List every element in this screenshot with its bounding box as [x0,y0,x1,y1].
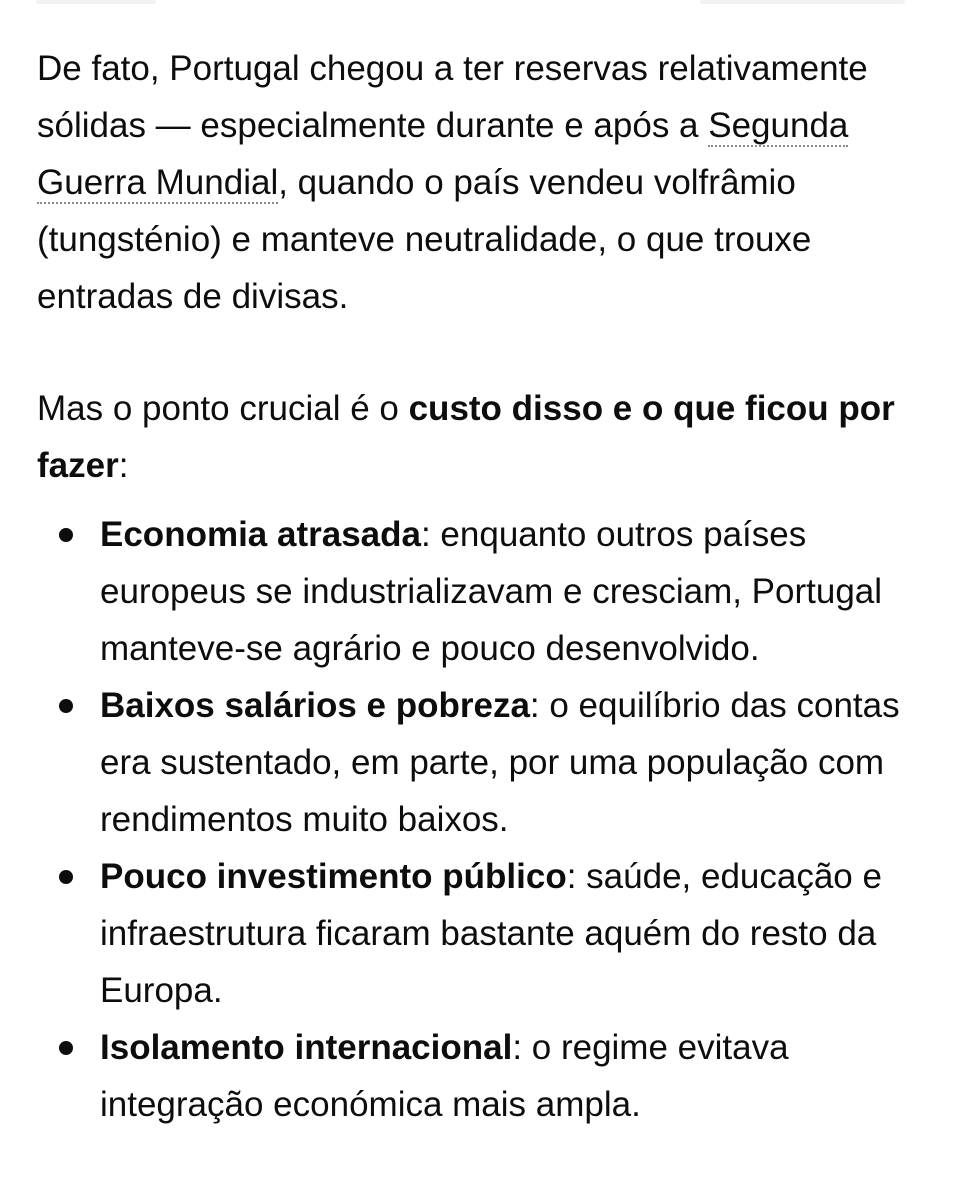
wiki-link-segunda-guerra-mundial[interactable]: Segunda Guerra Mundial [37,106,849,202]
paragraph-reserves [37,40,927,325]
list-item-text: : o regime evitava integração económica mais ampla. [100,1028,789,1124]
bullet-dot-icon [59,1041,73,1055]
paragraph-text: Mas o ponto crucial é o [37,389,409,428]
list-item-title: Pouco investimento público [100,857,567,896]
paragraph-text: De fato, Portugal chegou a ter reservas relativamente sólidas — especialmente durante e após a [37,49,868,145]
paragraph-crucial-point [37,380,927,494]
paragraph-text: , quando o país vendeu volfrâmio (tungsténio) e manteve neutralidade, o que trouxe entradas de divisas. [37,163,812,316]
bullet-dot-icon [59,528,73,542]
list-item [37,506,927,677]
top-strip [0,0,969,12]
list-item-text: : enquanto outros países europeus se industrializavam e cresciam, Portugal manteve-se agrário e pouco desenvolvido. [100,515,883,668]
bold-emphasis: custo disso e o que ficou por fazer [37,389,895,485]
list-item-title: Baixos salários e pobreza [100,686,530,725]
list-item [37,848,927,1019]
list-item-text: : o equilíbrio das contas era sustentado, em parte, por uma população com rendimentos muito baixos. [100,686,900,839]
list-item [37,1019,927,1133]
bullet-list [37,506,927,1133]
cut-off-element-left [36,0,156,4]
list-item-title: Isolamento internacional [100,1028,513,1067]
bullet-dot-icon [59,870,73,884]
message-content [37,40,927,1133]
list-item [37,677,927,848]
list-item-text: : saúde, educação e infraestrutura ficaram bastante aquém do resto da Europa. [100,857,882,1010]
list-item-title: Economia atrasada [100,515,421,554]
bullet-dot-icon [59,699,73,713]
paragraph-text: : [118,446,129,485]
cut-off-element-right [700,0,905,4]
